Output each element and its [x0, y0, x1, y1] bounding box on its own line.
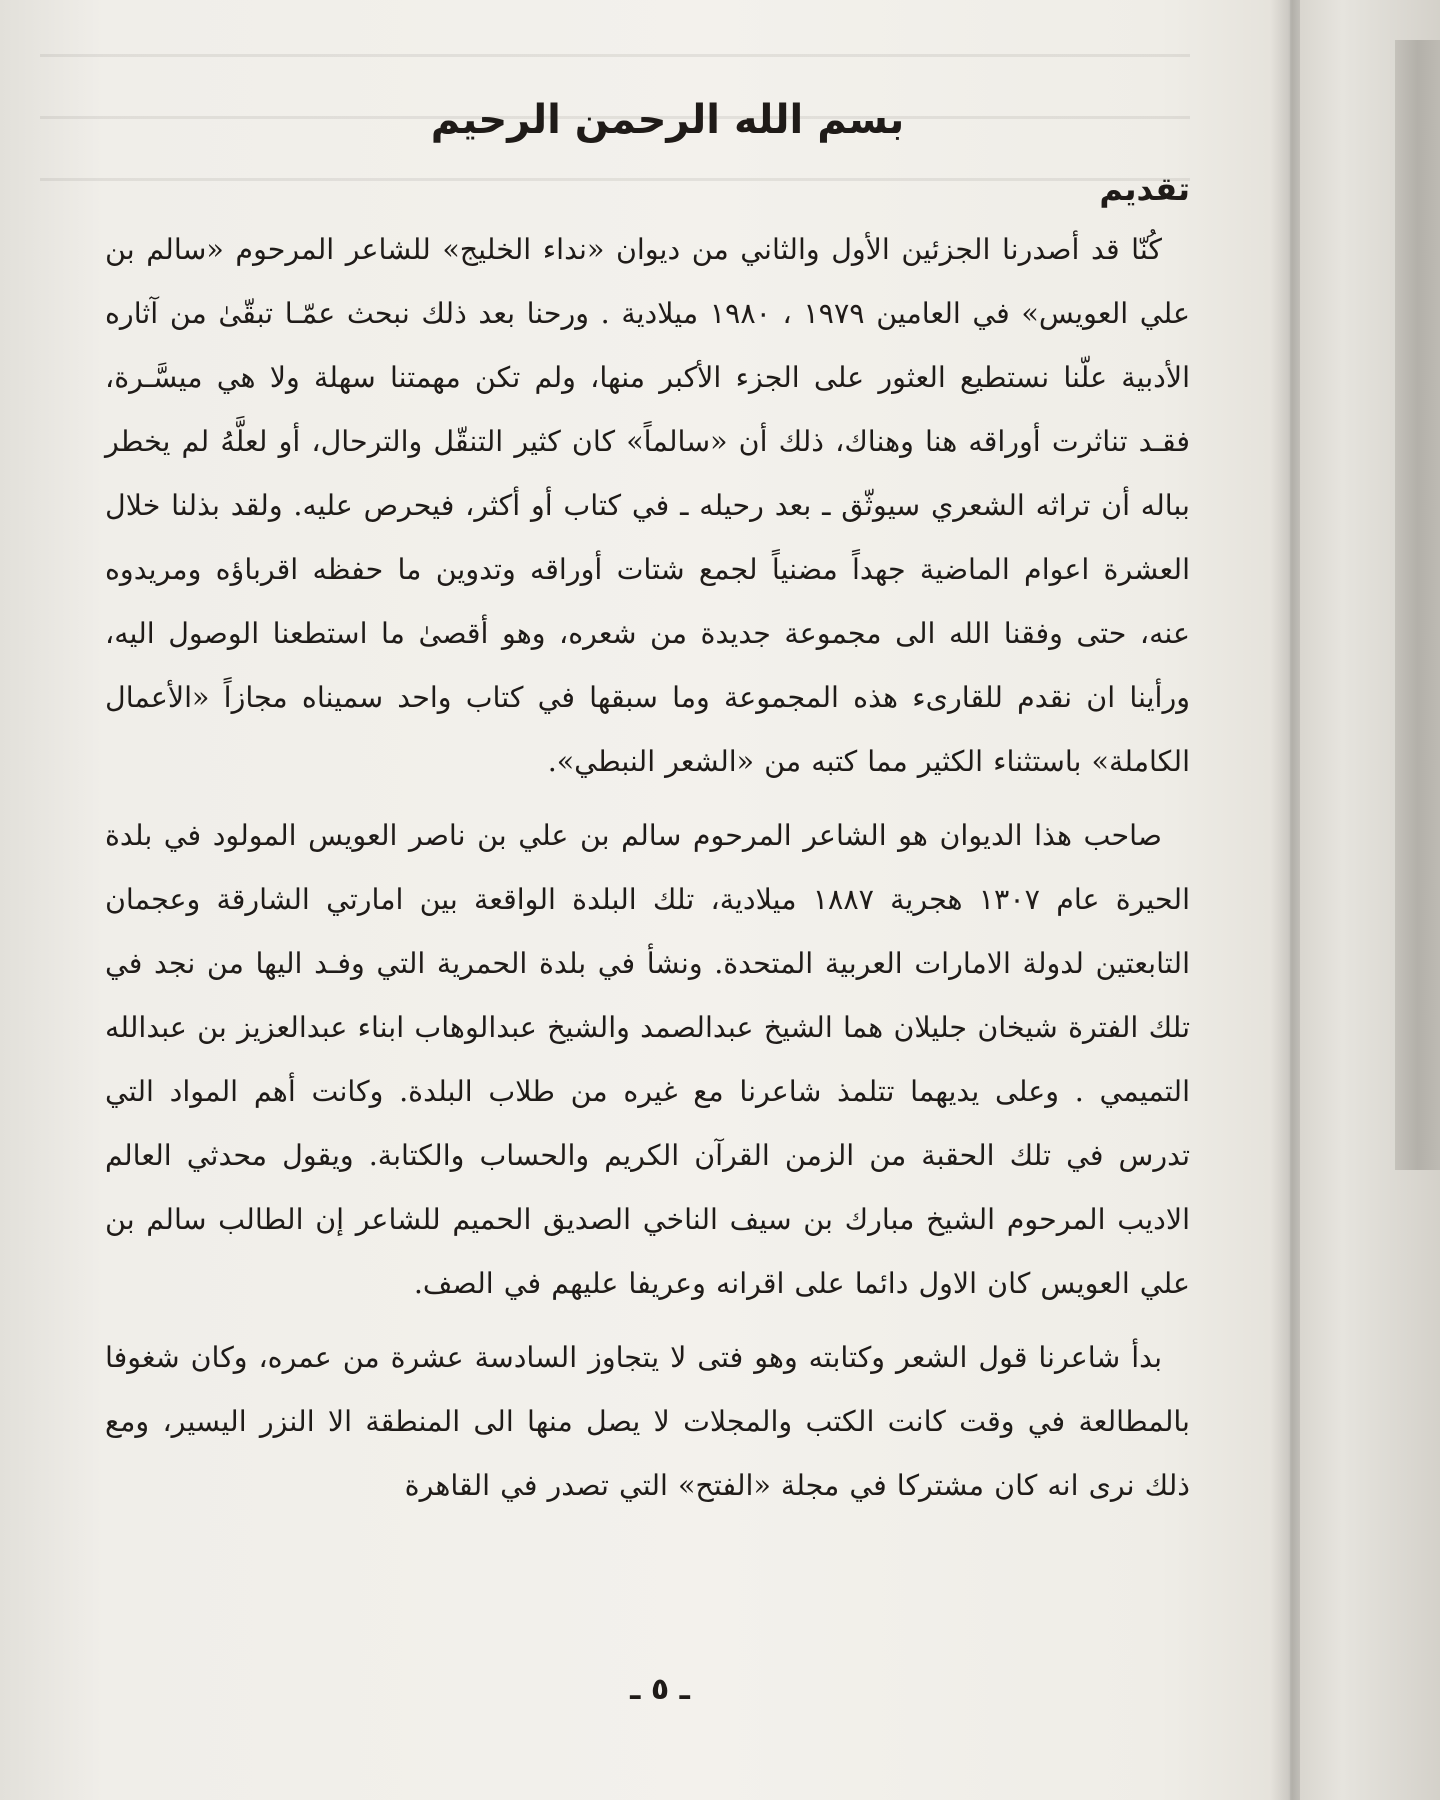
paragraph-3: بدأ شاعرنا قول الشعر وكتابته وهو فتى لا يتجاوز السادسة عشرة من عمره، وكان شغوفا بالمطالعة في وقت كانت الكتب والمجلات لا يصل منها الى المنطقة الا النزر اليسير، ومع ذلك نرى انه كان مشتركا في مجلة «الفتح» التي تصدر في القاهرة	[105, 1341, 1190, 1502]
basmala-heading: بسم الله الرحمن الرحيم	[430, 97, 905, 143]
paragraph-2: صاحب هذا الديوان هو الشاعر المرحوم سالم بن علي بن ناصر العويس المولود في بلدة الحيرة عام ١٣٠٧ هجرية ١٨٨٧ ميلادية، تلك البلدة الواقعة بين امارتي الشارقة وعجمان التابعتين لدولة الامارات العربية المتحدة. ونشأ في بلدة الحمرية التي وفـد اليها من نجد في تلك الفترة شيخان جليلان هما الشيخ عبدالصمد والشيخ عبدالوهاب ابناء عبدالعزيز بن عبدالله التميمي . وعلى يديهما تتلمذ شاعرنا مع غيره من طلاب البلدة. وكانت أهم المواد التي تدرس في تلك الحقبة من الزمن القرآن الكريم والحساب والكتابة. ويقول محدثي العالم الاديب المرحوم الشيخ مبارك بن سيف الناخي الصديق الحميم للشاعر إن الطالب سالم بن علي العويس كان الاول دائما على اقرانه وعريفا عليهم في الصف.	[105, 819, 1191, 1300]
paragraph-1: كُنّا قد أصدرنا الجزئين الأول والثاني من ديوان «نداء الخليج» للشاعر المرحوم «سالم بن علي العويس» في العامين ١٩٧٩ ، ١٩٨٠ ميلادية . ورحنا بعد ذلك نبحث عمّـا تبقّىٰ من آثاره الأدبية علّنا نستطيع العثور على الجزء الأكبر منها، ولم تكن مهمتنا سهلة ولا هي ميسَّـرة، فقـد تناثرت أوراقه هنا وهناك، ذلك أن «سالماً» كان كثير التنقّل والترحال، أو لعلَّهُ لم يخطر بباله أن تراثه الشعري سيوثّق ـ بعد رحيله ـ في كتاب أو أكثر، فيحرص عليه. ولقد بذلنا خلال العشرة اعوام الماضية جهداً مضنياً لجمع شتات أوراقه وتدوين ما حفظه اقرباؤه ومريدوه عنه، حتى وفقنا الله الى مجموعة جديدة من شعره، وهو أقصىٰ ما استطعنا الوصول اليه، ورأينا ان نقدم للقارىء هذه المجموعة وما سبقها في كتاب واحد سميناه مجازاً «الأعمال الكاملة» باستثناء الكثير مما كتبه من «الشعر النبطي».	[105, 233, 1190, 778]
adjacent-page-illustration-edge	[1395, 40, 1440, 1170]
section-heading: تقديم	[1099, 170, 1190, 208]
page-text-block	[105, 80, 1190, 1518]
page-number: ـ ٥ ـ	[630, 1672, 690, 1707]
